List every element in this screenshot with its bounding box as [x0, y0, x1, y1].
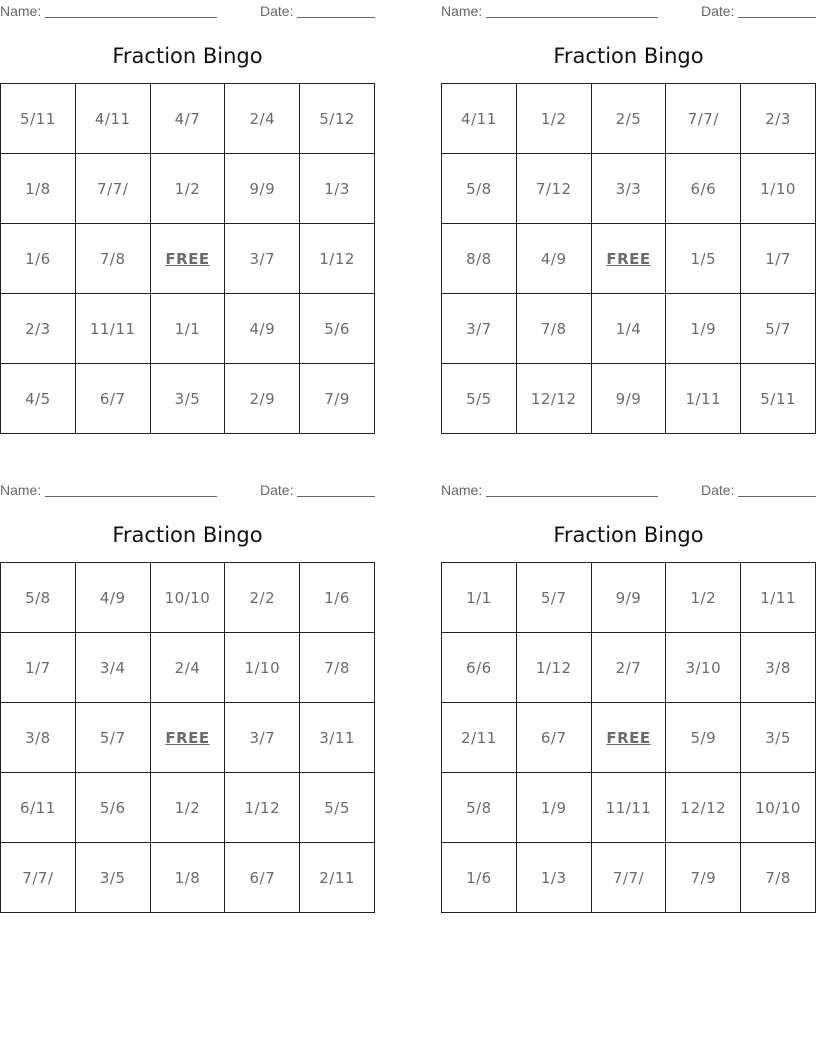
bingo-cell: 1/2: [666, 563, 741, 633]
bingo-cell: 1/12: [225, 773, 300, 843]
bingo-cell: 3/8: [1, 703, 76, 773]
card-title: Fraction Bingo: [112, 44, 263, 68]
bingo-cell: 2/11: [442, 703, 517, 773]
date-field: [297, 17, 375, 18]
bingo-cell: 1/7: [1, 633, 76, 703]
bingo-cell: 5/8: [1, 563, 76, 633]
bingo-cell: 1/10: [741, 154, 816, 224]
bingo-cell: 9/9: [592, 364, 667, 434]
bingo-cell: 3/8: [741, 633, 816, 703]
bingo-grid: [441, 83, 816, 434]
name-field: [486, 17, 658, 18]
bingo-cell: 7/8: [741, 843, 816, 913]
bingo-cell: 12/12: [517, 364, 592, 434]
bingo-cell: 11/11: [76, 294, 151, 364]
bingo-cell: 5/6: [300, 294, 375, 364]
name-label: Name:: [0, 482, 42, 498]
bingo-cell: 3/5: [151, 364, 226, 434]
name-field: [45, 17, 217, 18]
card-header: [0, 482, 375, 498]
bingo-cell: 5/5: [442, 364, 517, 434]
bingo-cell: 1/12: [517, 633, 592, 703]
bingo-cell: 4/11: [442, 84, 517, 154]
name-label: Name:: [441, 482, 483, 498]
bingo-cell: 9/9: [592, 563, 667, 633]
bingo-cell: 5/7: [741, 294, 816, 364]
bingo-cell: 7/8: [76, 224, 151, 294]
bingo-cell: 7/9: [666, 843, 741, 913]
bingo-cell: 6/6: [666, 154, 741, 224]
bingo-cell: 6/7: [517, 703, 592, 773]
date-label: Date:: [701, 482, 735, 498]
bingo-cell: 3/5: [741, 703, 816, 773]
card-title: Fraction Bingo: [553, 523, 704, 547]
bingo-cell: 2/4: [151, 633, 226, 703]
bingo-cell: 2/2: [225, 563, 300, 633]
bingo-cell: 7/7/: [592, 843, 667, 913]
bingo-cell: 4/5: [1, 364, 76, 434]
bingo-cell: 5/8: [442, 154, 517, 224]
bingo-cell: 2/9: [225, 364, 300, 434]
free-space: FREE: [151, 224, 226, 294]
bingo-cell: 6/11: [1, 773, 76, 843]
bingo-card-2: [441, 0, 816, 434]
bingo-cell: 1/3: [517, 843, 592, 913]
bingo-cell: 6/6: [442, 633, 517, 703]
bingo-cell: 1/2: [151, 154, 226, 224]
bingo-card-4: [441, 479, 816, 913]
date-field: [297, 496, 375, 497]
free-space: FREE: [592, 703, 667, 773]
bingo-cell: 5/9: [666, 703, 741, 773]
bingo-cell: 1/11: [741, 563, 816, 633]
bingo-cell: 4/9: [225, 294, 300, 364]
bingo-cell: 1/4: [592, 294, 667, 364]
card-title: Fraction Bingo: [553, 44, 704, 68]
bingo-cell: 1/10: [225, 633, 300, 703]
bingo-cell: 5/5: [300, 773, 375, 843]
bingo-cell: 5/11: [1, 84, 76, 154]
bingo-grid: [0, 83, 375, 434]
bingo-cell: 7/8: [300, 633, 375, 703]
bingo-cell: 4/9: [517, 224, 592, 294]
free-space: FREE: [592, 224, 667, 294]
bingo-cell: 1/2: [151, 773, 226, 843]
bingo-cell: 11/11: [592, 773, 667, 843]
bingo-cell: 5/7: [76, 703, 151, 773]
free-space: FREE: [151, 703, 226, 773]
name-label: Name:: [441, 3, 483, 19]
card-title: Fraction Bingo: [112, 523, 263, 547]
bingo-grid: [0, 562, 375, 913]
bingo-cell: 6/7: [225, 843, 300, 913]
bingo-cell: 6/7: [76, 364, 151, 434]
bingo-cell: 2/5: [592, 84, 667, 154]
bingo-cell: 10/10: [741, 773, 816, 843]
date-field: [738, 17, 816, 18]
bingo-cell: 5/8: [442, 773, 517, 843]
bingo-cell: 1/8: [1, 154, 76, 224]
date-label: Date:: [260, 3, 294, 19]
bingo-cell: 1/9: [517, 773, 592, 843]
bingo-cell: 1/6: [1, 224, 76, 294]
bingo-cell: 1/9: [666, 294, 741, 364]
bingo-cell: 5/11: [741, 364, 816, 434]
name-label: Name:: [0, 3, 42, 19]
bingo-cell: 4/11: [76, 84, 151, 154]
bingo-cell: 3/7: [225, 224, 300, 294]
bingo-cell: 3/7: [442, 294, 517, 364]
bingo-card-1: [0, 0, 375, 434]
bingo-cell: 5/12: [300, 84, 375, 154]
bingo-cell: 3/5: [76, 843, 151, 913]
bingo-cell: 10/10: [151, 563, 226, 633]
bingo-cell: 7/7/: [1, 843, 76, 913]
bingo-cell: 1/12: [300, 224, 375, 294]
card-header: [441, 482, 816, 498]
bingo-grid: [441, 562, 816, 913]
bingo-cell: 3/3: [592, 154, 667, 224]
bingo-cell: 3/4: [76, 633, 151, 703]
bingo-cell: 4/9: [76, 563, 151, 633]
bingo-cell: 3/7: [225, 703, 300, 773]
bingo-cell: 4/7: [151, 84, 226, 154]
bingo-cell: 7/8: [517, 294, 592, 364]
bingo-cell: 1/6: [442, 843, 517, 913]
name-field: [486, 496, 658, 497]
bingo-cell: 1/3: [300, 154, 375, 224]
bingo-cell: 2/7: [592, 633, 667, 703]
bingo-cell: 3/11: [300, 703, 375, 773]
bingo-cell: 1/8: [151, 843, 226, 913]
bingo-cell: 1/5: [666, 224, 741, 294]
bingo-cell: 1/1: [442, 563, 517, 633]
bingo-cell: 1/2: [517, 84, 592, 154]
date-label: Date:: [260, 482, 294, 498]
bingo-cell: 3/10: [666, 633, 741, 703]
bingo-cell: 5/6: [76, 773, 151, 843]
date-label: Date:: [701, 3, 735, 19]
bingo-cell: 1/7: [741, 224, 816, 294]
bingo-cell: 12/12: [666, 773, 741, 843]
bingo-cell: 8/8: [442, 224, 517, 294]
card-header: [441, 3, 816, 19]
date-field: [738, 496, 816, 497]
bingo-cell: 2/3: [741, 84, 816, 154]
bingo-cell: 2/11: [300, 843, 375, 913]
bingo-cell: 1/1: [151, 294, 226, 364]
bingo-cell: 9/9: [225, 154, 300, 224]
bingo-cell: 5/7: [517, 563, 592, 633]
bingo-cell: 2/3: [1, 294, 76, 364]
bingo-cell: 7/7/: [666, 84, 741, 154]
card-header: [0, 3, 375, 19]
bingo-card-3: [0, 479, 375, 913]
bingo-cell: 2/4: [225, 84, 300, 154]
bingo-cell: 7/12: [517, 154, 592, 224]
bingo-cell: 1/6: [300, 563, 375, 633]
bingo-cell: 7/7/: [76, 154, 151, 224]
bingo-cell: 1/11: [666, 364, 741, 434]
name-field: [45, 496, 217, 497]
bingo-cell: 7/9: [300, 364, 375, 434]
